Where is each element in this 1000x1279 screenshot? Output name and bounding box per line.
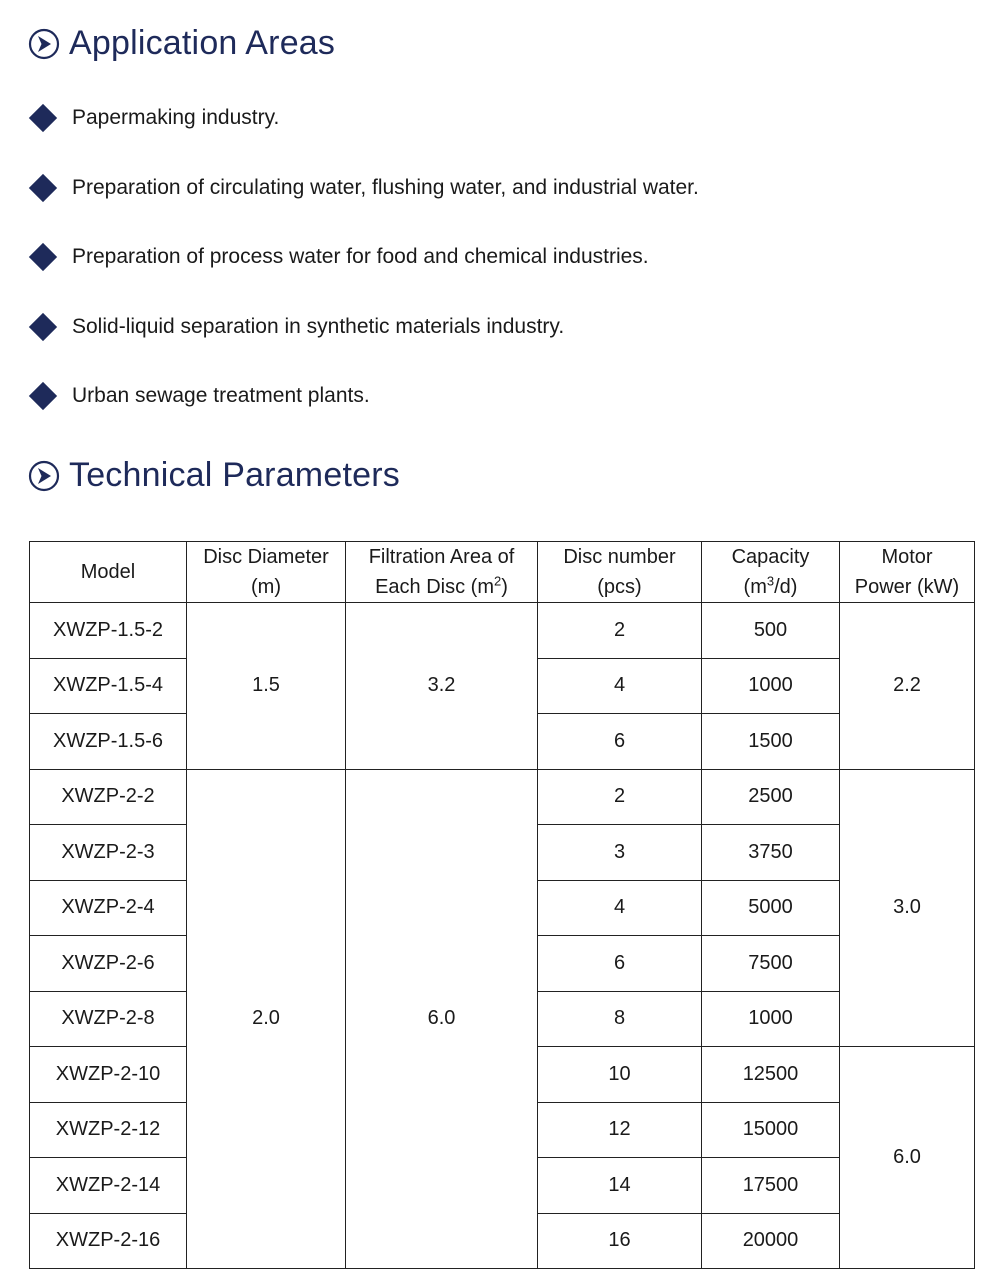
application-areas-heading bbox=[28, 24, 335, 63]
cell-model: XWZP-2-10 bbox=[30, 1047, 187, 1103]
cell-model: XWZP-1.5-6 bbox=[30, 714, 187, 770]
cell-filtration-area: 6.0 bbox=[346, 769, 538, 1269]
header-motor-power: Motor Power (kW) bbox=[840, 542, 975, 603]
cell-motor-power: 2.2 bbox=[840, 603, 975, 770]
cell-capacity: 5000 bbox=[702, 880, 840, 936]
cell-capacity: 12500 bbox=[702, 1047, 840, 1103]
list-item: Solid-liquid separation in synthetic materials industry. bbox=[28, 308, 699, 378]
header-capacity: Capacity $(m^3/d)$ bbox=[702, 542, 840, 603]
cell-filtration-area: 3.2 bbox=[346, 603, 538, 770]
circled-arrow-icon bbox=[28, 460, 60, 492]
diamond-bullet-icon bbox=[29, 382, 57, 410]
table-header-row bbox=[30, 542, 975, 603]
cell-capacity: 2500 bbox=[702, 769, 840, 825]
cell-disc-diameter: 2.0 bbox=[187, 769, 346, 1269]
cell-disc-number: 14 bbox=[538, 1158, 702, 1214]
list-item: Preparation of circulating water, flushing water, and industrial water. bbox=[28, 169, 699, 239]
cell-model: XWZP-2-4 bbox=[30, 880, 187, 936]
diamond-bullet-icon bbox=[29, 173, 57, 201]
cell-capacity: 20000 bbox=[702, 1213, 840, 1269]
list-item: Urban sewage treatment plants. bbox=[28, 377, 699, 447]
cell-disc-number: 6 bbox=[538, 936, 702, 992]
cell-disc-number: 10 bbox=[538, 1047, 702, 1103]
section-title: Technical Parameters bbox=[69, 456, 400, 494]
cell-disc-number: 6 bbox=[538, 714, 702, 770]
header-disc-number: Disc number (pcs) bbox=[538, 542, 702, 603]
cell-model: XWZP-1.5-4 bbox=[30, 658, 187, 714]
cell-capacity: 17500 bbox=[702, 1158, 840, 1214]
circled-arrow-icon bbox=[28, 28, 60, 60]
header-model: Model bbox=[30, 542, 187, 603]
cell-disc-number: 12 bbox=[538, 1102, 702, 1158]
cell-model: XWZP-1.5-2 bbox=[30, 603, 187, 659]
list-item: Papermaking industry. bbox=[28, 99, 699, 169]
cell-model: XWZP-2-6 bbox=[30, 936, 187, 992]
cell-model: XWZP-2-16 bbox=[30, 1213, 187, 1269]
header-filtration-area: Filtration Area of Each Disc $(m^2)$ bbox=[346, 542, 538, 603]
cell-disc-number: 3 bbox=[538, 825, 702, 881]
cell-motor-power: 6.0 bbox=[840, 1047, 975, 1269]
diamond-bullet-icon bbox=[29, 313, 57, 341]
cell-disc-diameter: 1.5 bbox=[187, 603, 346, 770]
cell-capacity: 3750 bbox=[702, 825, 840, 881]
cell-capacity: 15000 bbox=[702, 1102, 840, 1158]
cell-capacity: 500 bbox=[702, 603, 840, 659]
header-disc-diameter: Disc Diameter (m) bbox=[187, 542, 346, 603]
parameters-table bbox=[29, 541, 975, 1269]
cell-capacity: 7500 bbox=[702, 936, 840, 992]
table-row bbox=[30, 769, 975, 825]
cell-disc-number: 4 bbox=[538, 880, 702, 936]
cell-disc-number: 2 bbox=[538, 603, 702, 659]
cell-model: XWZP-2-3 bbox=[30, 825, 187, 881]
cell-capacity: 1500 bbox=[702, 714, 840, 770]
cell-motor-power: 3.0 bbox=[840, 769, 975, 1047]
cell-model: XWZP-2-12 bbox=[30, 1102, 187, 1158]
cell-model: XWZP-2-8 bbox=[30, 991, 187, 1047]
cell-capacity: 1000 bbox=[702, 658, 840, 714]
cell-disc-number: 8 bbox=[538, 991, 702, 1047]
cell-capacity: 1000 bbox=[702, 991, 840, 1047]
cell-disc-number: 16 bbox=[538, 1213, 702, 1269]
technical-parameters-heading bbox=[28, 456, 400, 495]
list-item: Preparation of process water for food and chemical industries. bbox=[28, 238, 699, 308]
section-title: Application Areas bbox=[69, 24, 336, 62]
cell-model: XWZP-2-14 bbox=[30, 1158, 187, 1214]
cell-disc-number: 2 bbox=[538, 769, 702, 825]
table-row bbox=[30, 603, 975, 659]
diamond-bullet-icon bbox=[29, 104, 57, 132]
application-list bbox=[28, 99, 699, 447]
cell-disc-number: 4 bbox=[538, 658, 702, 714]
cell-model: XWZP-2-2 bbox=[30, 769, 187, 825]
diamond-bullet-icon bbox=[29, 243, 57, 271]
